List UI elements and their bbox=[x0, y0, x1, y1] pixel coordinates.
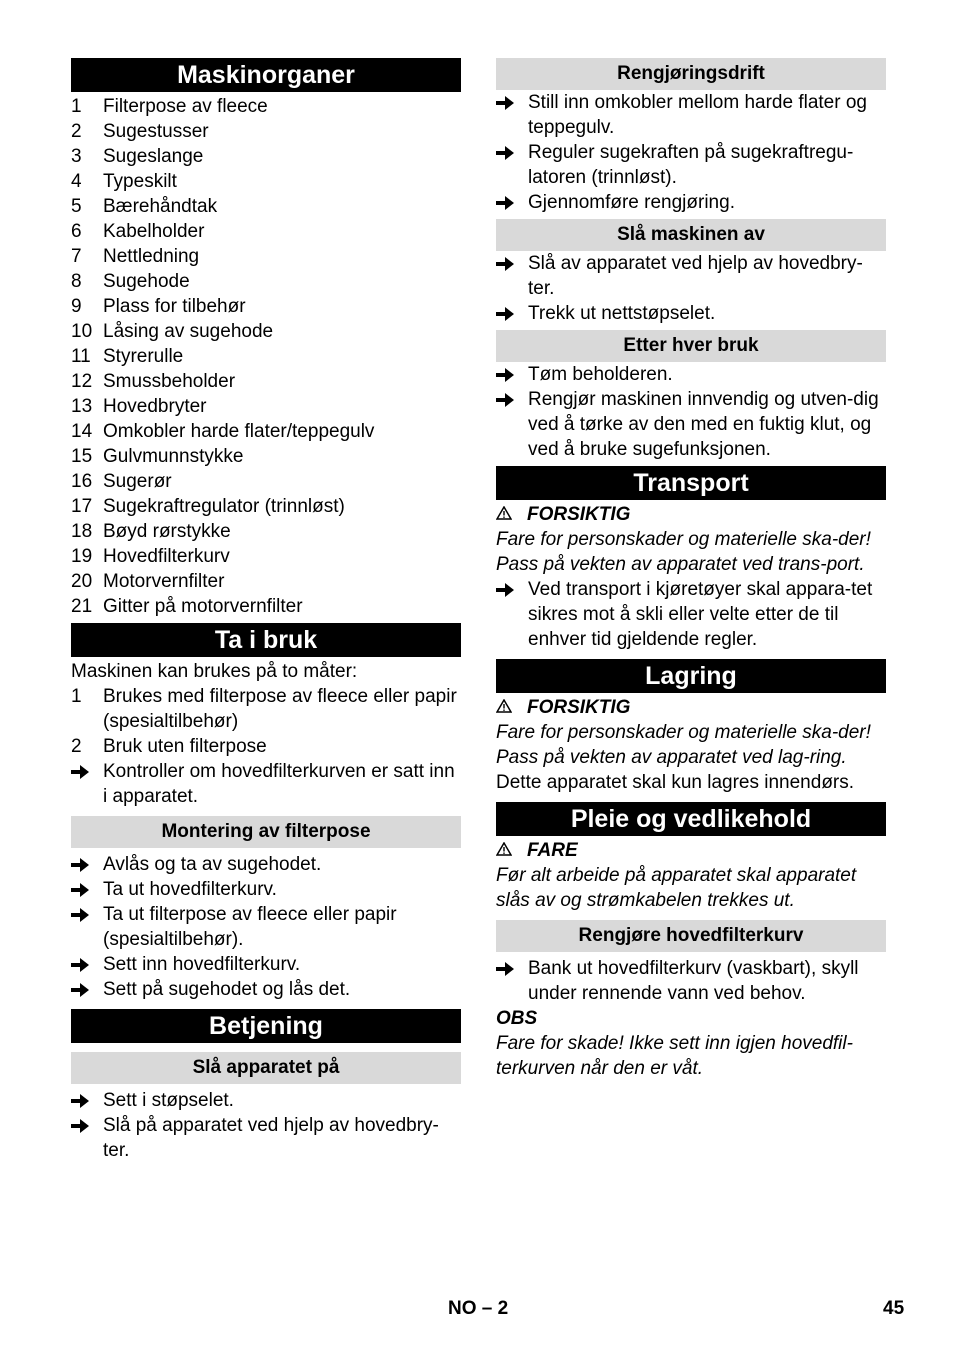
arrow-right-icon bbox=[496, 140, 528, 190]
heading-pleie-og-vedlikehold: Pleie og vedlikehold bbox=[496, 802, 886, 836]
list-item: 12 Smussbeholder bbox=[71, 371, 236, 392]
list-item: 8 Sugehode bbox=[71, 271, 190, 292]
list-item: 6 Kabelholder bbox=[71, 221, 205, 242]
list-item: 11 Styrerulle bbox=[71, 346, 184, 367]
warning-text: Fare for personskader og materielle ska-der! Pass på vekten av apparatet ved trans-port. bbox=[496, 529, 871, 575]
arrow-right-icon bbox=[496, 251, 528, 301]
arrow-right-icon bbox=[496, 90, 528, 140]
intro-text: Maskinen kan brukes på to måter: bbox=[71, 661, 358, 682]
step-item: Kontroller om hovedfilterkurven er satt inn i apparatet. bbox=[71, 759, 461, 809]
arrow-right-icon bbox=[71, 952, 103, 977]
arrow-right-icon bbox=[71, 1088, 103, 1113]
list-item: 19 Hovedfilterkurv bbox=[71, 546, 230, 567]
list-item: 1 Filterpose av fleece bbox=[71, 96, 268, 117]
list-item: 15 Gulvmunnstykke bbox=[71, 446, 244, 467]
arrow-right-icon bbox=[496, 577, 528, 652]
step-item: Slå på apparatet ved hjelp av hovedbry-ter. bbox=[71, 1113, 461, 1163]
list-item: 7 Nettledning bbox=[71, 246, 200, 267]
arrow-right-icon bbox=[71, 1113, 103, 1163]
arrow-right-icon bbox=[71, 852, 103, 877]
page-number: 45 bbox=[883, 1298, 905, 1319]
heading-ta-i-bruk: Ta i bruk bbox=[71, 623, 461, 657]
list-item: 4 Typeskilt bbox=[71, 171, 177, 192]
list-item: 20 Motorvernfilter bbox=[71, 571, 225, 592]
list-item: 21 Gitter på motorvernfilter bbox=[71, 596, 303, 617]
arrow-right-icon bbox=[71, 759, 103, 809]
step-item: Ta ut filterpose av fleece eller papir (spesialtilbehør). bbox=[71, 902, 461, 952]
right-column bbox=[496, 58, 886, 1081]
warning-label: FORSIKTIG bbox=[496, 695, 886, 720]
list-item: 3 Sugeslange bbox=[71, 146, 204, 167]
arrow-right-icon bbox=[496, 190, 528, 215]
list-item: 9 Plass for tilbehør bbox=[71, 296, 246, 317]
step-item: Still inn omkobler mellom harde flater og teppegulv. bbox=[496, 90, 886, 140]
heading-sla-apparatet-pa: Slå apparatet på bbox=[71, 1052, 461, 1084]
arrow-right-icon bbox=[496, 956, 528, 1006]
list-item: 13 Hovedbryter bbox=[71, 396, 207, 417]
arrow-right-icon bbox=[496, 387, 528, 462]
arrow-right-icon bbox=[71, 977, 103, 1002]
list-item: 10 Låsing av sugehode bbox=[71, 321, 274, 342]
parts-list bbox=[71, 94, 461, 619]
step-item: Rengjør maskinen innvendig og utven-dig ved å tørke av den med en fuktig klut, og ved å bruke sugefunksjonen. bbox=[496, 387, 886, 462]
step-item: Gjennomføre rengjøring. bbox=[496, 190, 886, 215]
step-item: Reguler sugekraften på sugekraftregu-latoren (trinnløst). bbox=[496, 140, 886, 190]
heading-montering: Montering av filterpose bbox=[71, 816, 461, 848]
arrow-right-icon bbox=[71, 877, 103, 902]
list-item: 18 Bøyd rørstykke bbox=[71, 521, 231, 542]
arrow-right-icon bbox=[71, 902, 103, 952]
note-text: Fare for skade! Ikke sett inn igjen hovedfil-terkurven når den er våt. bbox=[496, 1033, 853, 1079]
heading-maskinorganer: Maskinorganer bbox=[71, 58, 461, 92]
warning-text: Fare for personskader og materielle ska-der! Pass på vekten av apparatet ved lag-ring. bbox=[496, 722, 871, 768]
step-item: Sett i støpselet. bbox=[71, 1088, 461, 1113]
footer-section-label: NO – 2 bbox=[448, 1298, 509, 1319]
step-item: Slå av apparatet ved hjelp av hovedbry-ter. bbox=[496, 251, 886, 301]
step-item: Trekk ut nettstøpselet. bbox=[496, 301, 886, 326]
heading-transport: Transport bbox=[496, 466, 886, 500]
list-item: 17 Sugekraftregulator (trinnløst) bbox=[71, 496, 345, 517]
step-item: Sett inn hovedfilterkurv. bbox=[71, 952, 461, 977]
list-item: 5 Bærehåndtak bbox=[71, 196, 218, 217]
list-item: 2 Bruk uten filterpose bbox=[71, 736, 267, 757]
arrow-right-icon bbox=[496, 362, 528, 387]
heading-rengjoringsdrift: Rengjøringsdrift bbox=[496, 58, 886, 90]
arrow-right-icon bbox=[496, 301, 528, 326]
list-item: 14 Omkobler harde flater/teppegulv bbox=[71, 421, 375, 442]
heading-betjening: Betjening bbox=[71, 1009, 461, 1043]
heading-lagring: Lagring bbox=[496, 659, 886, 693]
warning-triangle-icon bbox=[496, 502, 527, 527]
list-item: 2 Sugestusser bbox=[71, 121, 209, 142]
step-item: Ved transport i kjøretøyer skal appara-tet sikres mot å skli eller velte etter de til enhver tid gjeldende regler. bbox=[496, 577, 886, 652]
warning-label: FARE bbox=[496, 838, 886, 863]
warning-triangle-icon bbox=[496, 695, 527, 720]
heading-rengjore-hovedfilterkurv: Rengjøre hovedfilterkurv bbox=[496, 920, 886, 952]
step-item: Avlås og ta av sugehodet. bbox=[71, 852, 461, 877]
heading-etter-hver-bruk: Etter hver bruk bbox=[496, 330, 886, 362]
warning-text: Før alt arbeide på apparatet skal apparatet slås av og strømkabelen trekkes ut. bbox=[496, 865, 857, 911]
step-item: Bank ut hovedfilterkurv (vaskbart), skyll under rennende vann ved behov. bbox=[496, 956, 886, 1006]
heading-sla-maskinen-av: Slå maskinen av bbox=[496, 219, 886, 251]
step-item: Ta ut hovedfilterkurv. bbox=[71, 877, 461, 902]
step-item: Tøm beholderen. bbox=[496, 362, 886, 387]
list-item: 1 Brukes med filterpose av fleece eller papir (spesialtilbehør) bbox=[71, 686, 457, 732]
left-column bbox=[71, 58, 461, 1163]
warning-triangle-icon bbox=[496, 838, 527, 863]
list-item: 16 Sugerør bbox=[71, 471, 172, 492]
note-label: OBS bbox=[496, 1008, 538, 1029]
body-text: Dette apparatet skal kun lagres innendørs. bbox=[496, 772, 855, 793]
step-item: Sett på sugehodet og lås det. bbox=[71, 977, 461, 1002]
warning-label: FORSIKTIG bbox=[496, 502, 886, 527]
